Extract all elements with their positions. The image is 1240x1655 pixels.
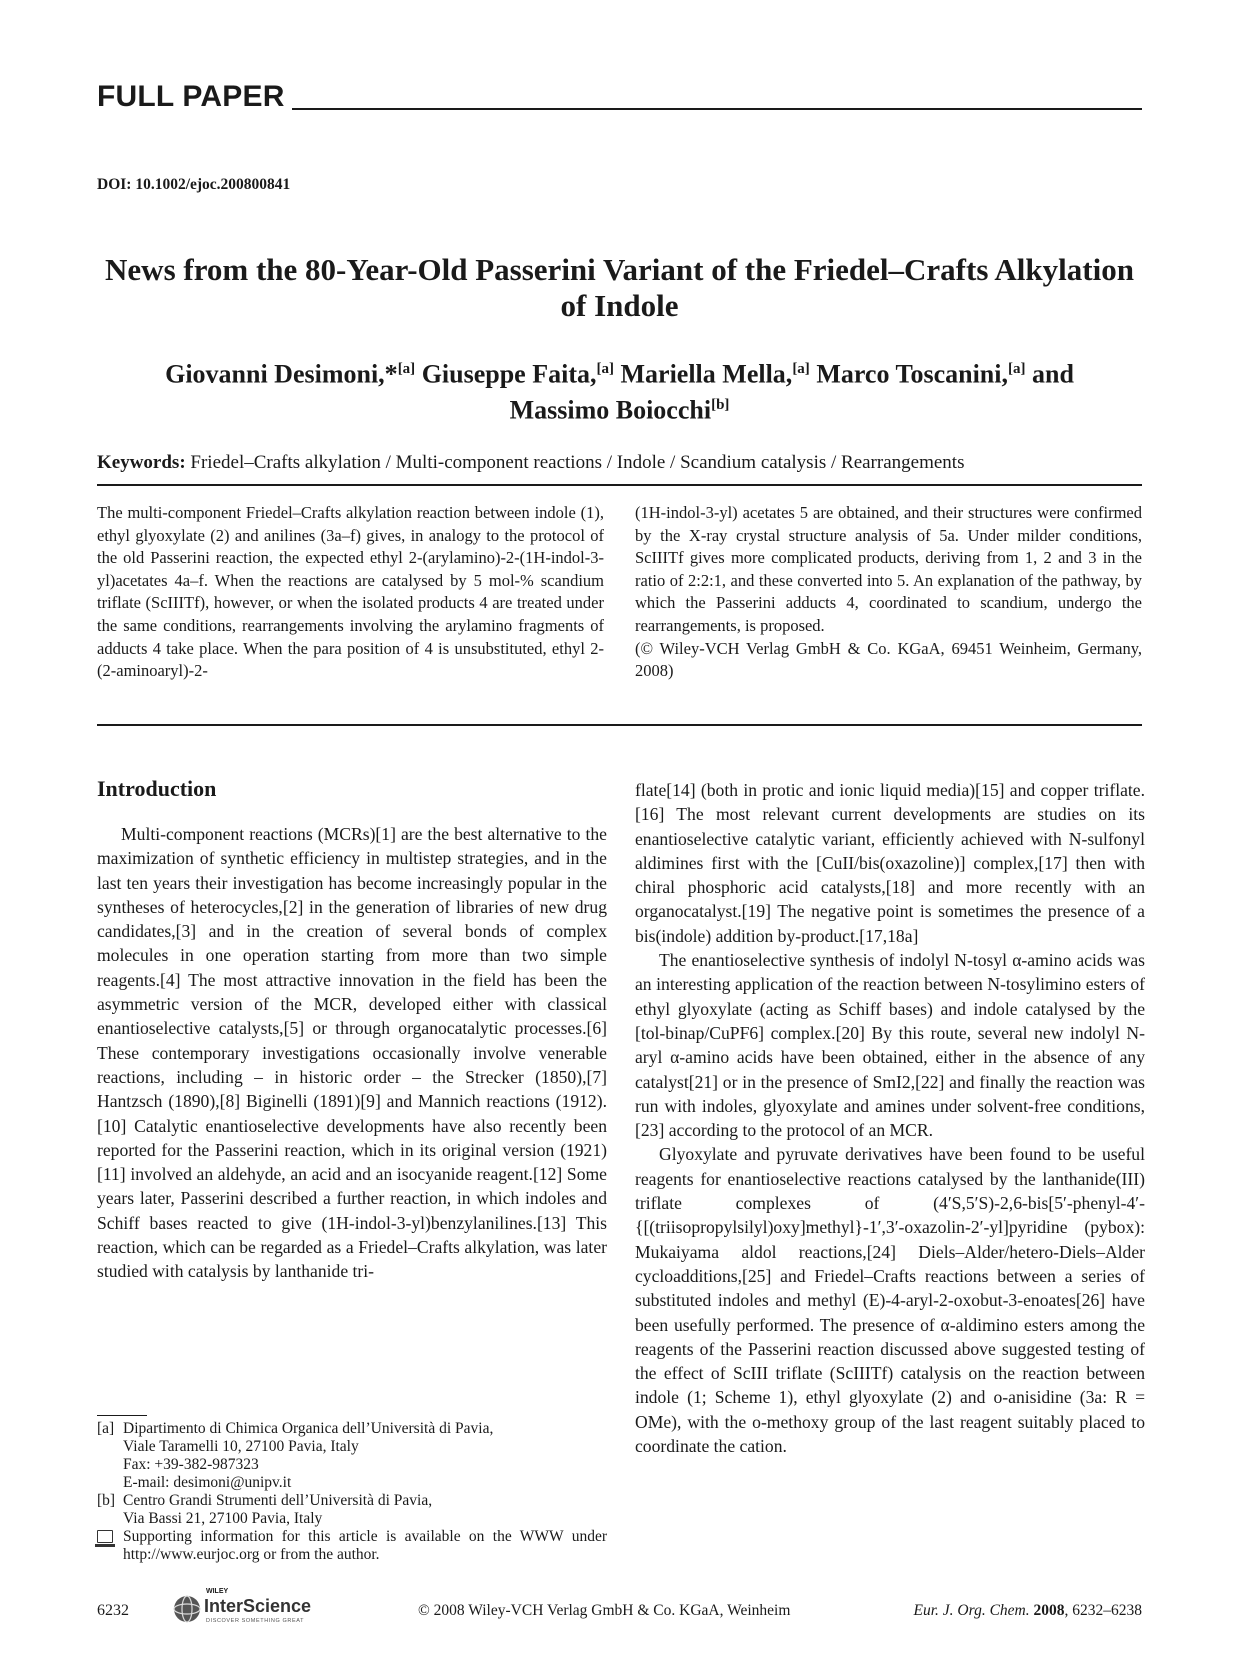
author-name: Massimo Boiocchi (509, 395, 712, 425)
affiliation-mark: [a] (792, 361, 810, 377)
section-heading: Introduction (97, 776, 217, 801)
journal-citation (870, 1602, 1142, 1620)
logo-tagline: DISCOVER SOMETHING GREAT (206, 1618, 305, 1624)
title-line-1: News from the 80-Year-Old Passerini Variant of the Friedel–Crafts Alkylation (105, 252, 1134, 287)
abstract-rule (97, 724, 1142, 726)
keywords-label: Keywords: (97, 452, 186, 473)
author-name: Mariella Mella, (613, 359, 793, 389)
affiliation-b (97, 1492, 607, 1528)
title-line-2: of Indole (560, 288, 679, 323)
footnote-rule (97, 1415, 147, 1416)
paragraph: Multi-component reactions (MCRs)[1] are the best alternative to the maximization of synthetic efficiency in multistep strategies, and in the last ten years their investigation has become increasingly popular in the syntheses of heterocycles,[2] in the generation of libraries of new drug candidates,[3] and in the creation of several bonds of complex molecules in one operation starting from more than two simple reagents.[4] The most attractive innovation in the field has been the asymmetric version of the MCR, developed either with classical enantioselective catalysts,[5] or through organocatalytic processes.[6] These contemporary investigations occasionally involve venerable reactions, including – in historic order – the Strecker (1850),[7] Hantzsch (1890),[8] Biginelli (1891)[9] and Mannich reactions (1912).[10] Catalytic enantioselective developments have also recently been reported for the Passerini reaction, which in its original version (1921)[11] involved an aldehyde, an acid and an isocyanide reagent.[12] Some years later, Passerini described a further reaction, in which indoles and Schiff bases reacted to give (1H-indol-3-yl)benzylanilines.[13] This reaction, which can be regarded as a Friedel–Crafts alkylation, was later studied with catalysis by lanthanide tri- (97, 824, 607, 1282)
interscience-logo[interactable] (170, 1588, 340, 1628)
header-rule (292, 108, 1142, 110)
affiliation-a (97, 1420, 607, 1492)
authors-line-2 (97, 390, 1142, 426)
author-name: Marco Toscanini, (809, 359, 1008, 389)
abstract-text-left: The multi-component Friedel–Crafts alkylation reaction between indole (1), ethyl glyoxylate (2) and anilines (3a–f) gives, in analogy to the protocol of the old Passerini reaction, the expected ethyl 2-(arylamino)-2-(1H-indol-3-yl)acetates 4a–f. When the reactions are catalysed by 5 mol-% scandium triflate (ScIIITf), however, or when the isolated products 4 are treated under the same conditions, rearrangements involving the arylamino fragments of adducts 4 take place. When the para position of 4 is unsubstituted, ethyl 2-(2-aminoaryl)-2- (97, 503, 604, 681)
body-column-left (97, 822, 607, 1284)
affiliation-mark: [b] (711, 396, 730, 413)
affiliation-mark: [a] (1007, 361, 1026, 377)
abstract-right (635, 502, 1142, 683)
footnote-mark: [b] (97, 1492, 116, 1509)
paragraph: Glyoxylate and pyruvate derivatives have been found to be useful reagents for enantioselective reactions catalysed by the lanthanide(III) triflate complexes of (4′S,5′S)-2,6-bis[5′-phenyl-4′-{[(triisopropylsilyl)oxy]methyl}-1′,3′-oxazolin-2′-yl]pyridine (pybox): Mukaiyama aldol reactions,[24] Diels–Alder/hetero-Diels–Alder cycloadditions,[25] and Friedel–Crafts reactions between a series of substituted indoles and methyl (E)-4-aryl-2-oxobut-3-enoates[26] have been usefully performed. The presence of α-aldimino esters among the reagents of the Passerini reaction discussed above suggested testing of the effect of ScIII triflate (ScIIITf) catalysis on the reaction between indole (1; Scheme 1), ethyl glyoxylate (2) and o-anisidine (3a: R = OMe), with the o-methoxy group of the last reagent suitably placed to coordinate the cation. (635, 1144, 1145, 1457)
author-list (97, 354, 1142, 425)
supporting-info-text: Supporting information for this article is available on the WWW under http://www.eurjoc.org or from the author. (123, 1528, 607, 1563)
affiliation-mark: [a] (596, 361, 614, 377)
journal-name: Eur. J. Org. Chem. (913, 1602, 1030, 1619)
section-label: FULL PAPER (97, 80, 285, 113)
doi[interactable]: DOI: 10.1002/ejoc.200800841 (97, 176, 291, 193)
author-name: Giovanni Desimoni,* (165, 359, 398, 389)
email-link[interactable]: E-mail: desimoni@unipv.it (123, 1474, 292, 1491)
keywords (97, 452, 1142, 474)
footnote-text (123, 1420, 607, 1492)
author-name: Giuseppe Faita, (415, 359, 597, 389)
footer-copyright: © 2008 Wiley-VCH Verlag GmbH & Co. KGaA, Weinheim (418, 1602, 791, 1619)
keywords-rule (97, 484, 1142, 486)
footnotes (97, 1420, 607, 1564)
logo-wiley: WILEY (206, 1588, 229, 1595)
abstract-left (97, 502, 604, 683)
address-line: Dipartimento di Chimica Organica dell’Università di Pavia, (123, 1420, 494, 1437)
abstract-text-right: (1H-indol-3-yl) acetates 5 are obtained, and their structures were confirmed by the X-ray crystal structure analysis of 5a. Under milder conditions, ScIIITf gives more complicated products, deriving from 1, 2 and 3 in the ratio of 2:2:1, and these converted into 5. An explanation of the pathway, by which the Passerini adducts 4, coordinated to scandium, undergo the rearrangements, is proposed. (635, 503, 1142, 635)
address-line: Centro Grandi Strumenti dell’Università di Pavia, (123, 1492, 433, 1509)
journal-pages: , 6232–6238 (1064, 1602, 1142, 1619)
page-number: 6232 (97, 1602, 129, 1619)
computer-icon (97, 1530, 113, 1543)
logo-interscience: InterScience (204, 1596, 312, 1616)
journal-year: 2008 (1033, 1602, 1065, 1619)
abstract-copyright: (© Wiley-VCH Verlag GmbH & Co. KGaA, 69451 Weinheim, Germany, 2008) (635, 638, 1142, 681)
computer-icon-wrap (97, 1528, 123, 1564)
address-line: Via Bassi 21, 27100 Pavia, Italy (123, 1510, 323, 1527)
address-line: Viale Taramelli 10, 27100 Pavia, Italy (123, 1438, 359, 1455)
keywords-text: Friedel–Crafts alkylation / Multi-component reactions / Indole / Scandium catalysis / Rearrangements (185, 452, 965, 473)
footnote-mark: [a] (97, 1420, 115, 1437)
author-conjunction: and (1025, 359, 1074, 389)
authors-line-1 (97, 354, 1142, 390)
article-title (97, 252, 1142, 324)
footnote-text (123, 1492, 607, 1528)
paragraph: flate[14] (both in protic and ionic liquid media)[15] and copper triflate.[16] The most relevant current developments are studies on its enantioselective catalytic variant, efficiently achieved with N-sulfonyl aldimines first with the [CuII/bis(oxazoline)] complex,[17] then with chiral phosphoric acid catalysts,[18] and more recently with an organocatalyst.[19] The negative point is sometimes the presence of a bis(indole) addition by-product.[17,18a] (635, 780, 1145, 946)
paragraph: The enantioselective synthesis of indolyl N-tosyl α-amino acids was an interesting application of the reaction between N-tosylimino esters of ethyl glyoxylate (acting as Schiff bases) and indole catalysed by the [tol-binap/CuPF6] complex.[20] By this route, several new indolyl N-aryl α-amino acids have been obtained, either in the absence of any catalyst[21] or in the presence of SmI2,[22] and finally the reaction was run with indoles, glyoxylate and amines under solvent-free conditions,[23] according to the protocol of an MCR. (635, 950, 1145, 1141)
supporting-info-note (97, 1528, 607, 1564)
fax: Fax: +39-382-987323 (123, 1456, 259, 1473)
affiliation-mark: [a] (397, 361, 416, 377)
body-column-right (635, 778, 1145, 1458)
